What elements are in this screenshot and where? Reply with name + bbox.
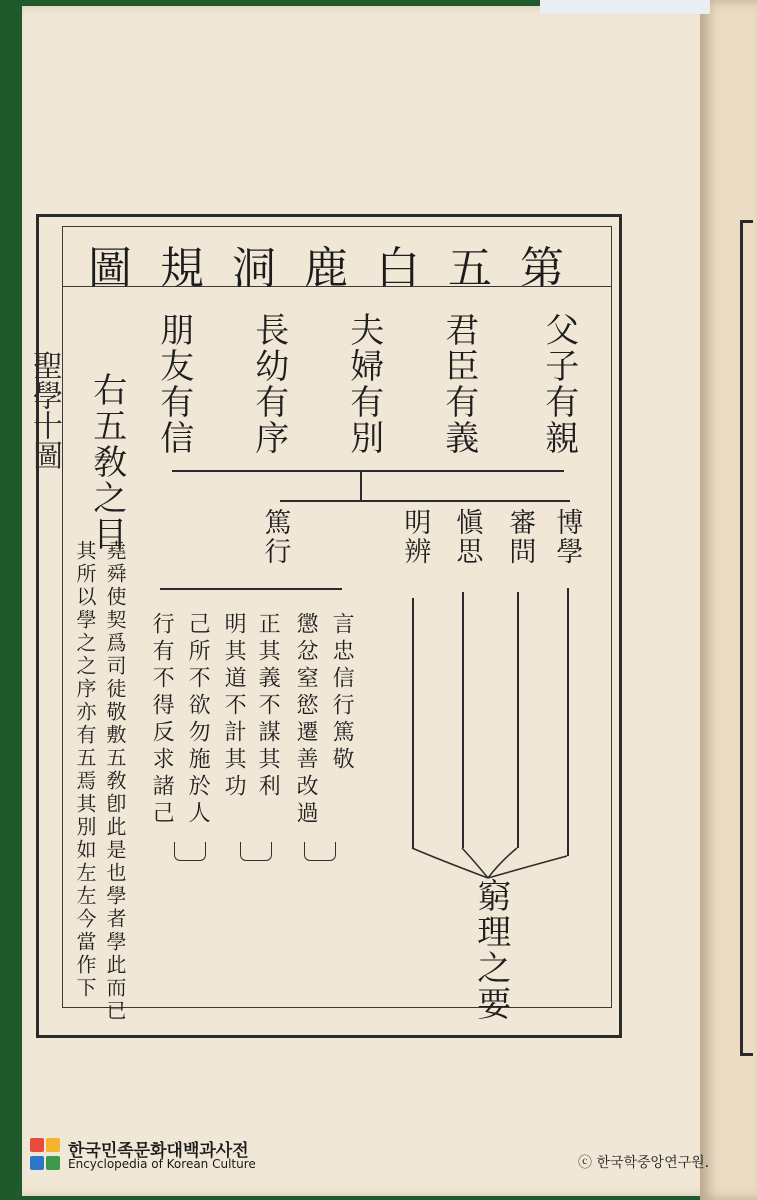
practice-item-1: 言忠信行篤敬 — [329, 612, 355, 774]
practice-item-6: 行有不得反求諸己 — [149, 612, 175, 828]
connector — [360, 470, 362, 500]
bracket-2 — [240, 842, 272, 861]
study-step-4: 明辨 — [399, 508, 431, 566]
five-teachings-label: 右五敎之目 — [86, 372, 127, 552]
encyclopedia-logo-icon — [30, 1138, 62, 1174]
relation-2: 君臣有義 — [438, 312, 479, 456]
diagram-title: 第五白鹿洞規圖 — [88, 243, 592, 294]
practice-item-5: 己所不欲勿施於人 — [185, 612, 211, 828]
practice-rule — [160, 588, 342, 590]
bracket-3 — [174, 842, 206, 861]
relations-rule — [172, 470, 564, 472]
practice-item-2: 懲忿窒慾遷善改過 — [293, 612, 319, 828]
study-step-2: 審問 — [504, 508, 536, 566]
study-step-3: 愼思 — [451, 508, 483, 566]
steps-rule — [280, 500, 570, 502]
adjacent-page — [700, 0, 757, 1200]
copyright-text: ⓒ 한국학중앙연구원. — [578, 1155, 710, 1171]
footer-logo-korean: 한국민족문화대백과사전 — [68, 1141, 249, 1161]
study-step-1: 博學 — [551, 508, 583, 566]
earnest-practice: 篤行 — [259, 508, 291, 566]
relation-1: 父子有親 — [538, 312, 579, 456]
practice-item-4: 明其道不計其功 — [221, 612, 247, 801]
bracket-1 — [304, 842, 336, 861]
paper-slip — [540, 0, 710, 14]
relation-4: 長幼有序 — [248, 312, 289, 456]
practice-item-3: 正其義不謀其利 — [255, 612, 281, 801]
conclusion: 窮理之要 — [470, 878, 511, 1022]
footer-logo-english: Encyclopedia of Korean Culture — [68, 1157, 256, 1171]
note-column-2: 其所以學之之序亦有五焉其別如左左今當作下 — [73, 540, 97, 1000]
relation-5: 朋友有信 — [153, 312, 194, 456]
relation-3: 夫婦有別 — [343, 312, 384, 456]
note-column-1: 堯舜使契爲司徒敬敷五敎卽此是也學者學此而已 — [103, 540, 127, 1023]
side-tab: 聖學十圖 — [27, 350, 62, 470]
